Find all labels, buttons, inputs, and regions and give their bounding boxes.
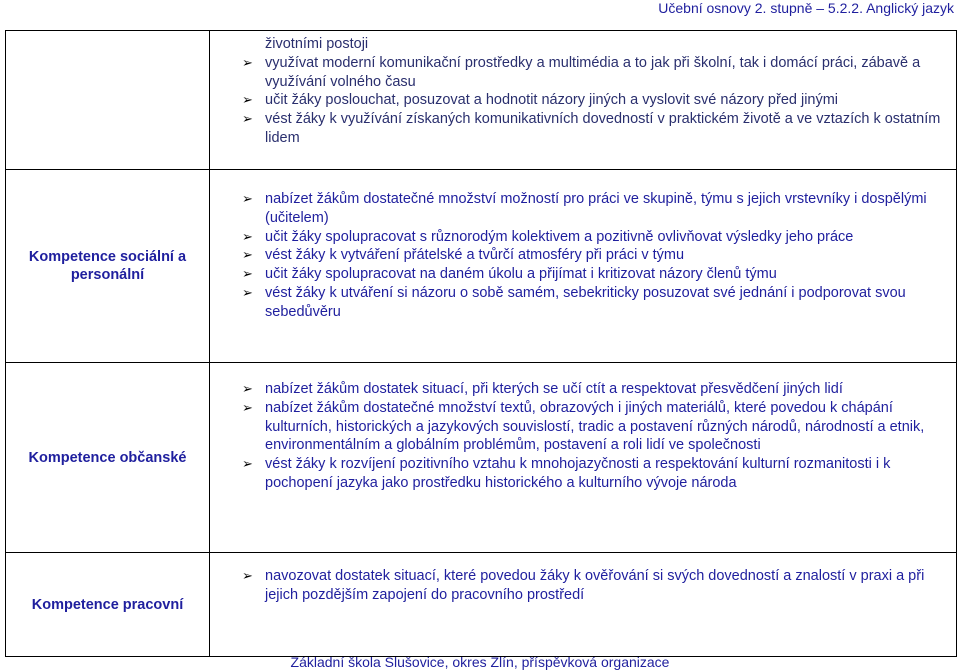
page-header: Učební osnovy 2. stupně – 5.2.2. Anglický jazyk (658, 0, 954, 16)
table-row (6, 363, 957, 553)
list-item: ➢ učit žáky spolupracovat s různorodým kolektivem a pozitivně ovlivňovat výsledky jeho práce (242, 228, 854, 245)
row-content (210, 170, 957, 363)
arrow-bullet-icon: ➢ (242, 284, 253, 300)
list-item: ➢ využívat moderní komunikační prostředky a multimédia a to jak při školní, tak i domácí práci, zábavě a využívání volného času (242, 54, 921, 90)
row-content (210, 31, 957, 170)
arrow-bullet-icon: ➢ (242, 399, 253, 415)
list-item: ➢ vést žáky k využívání získaných komunikativních dovedností v praktickém životě a ve vztazích k ostatním lidem (242, 111, 941, 146)
arrow-bullet-icon: ➢ (242, 54, 253, 70)
bullet-list (210, 380, 956, 493)
page-footer: Základní škola Slušovice, okres Zlín, příspěvková organizace (290, 654, 670, 670)
list-item: ➢ učit žáky poslouchat, posuzovat a hodnotit názory jiných a vyslovit své názory před jinými (242, 92, 839, 109)
list-item: ➢ nabízet žákům dostatečné množství možností pro práci ve skupině, týmu s jejich vrstevníky i dospělými (učitelem) (242, 191, 927, 226)
list-item: ➢ vést žáky k vytváření přátelské a tvůrčí atmosféry při práci v týmu (242, 247, 685, 264)
row-content (210, 363, 957, 553)
arrow-bullet-icon: ➢ (242, 191, 253, 206)
row-content (210, 553, 957, 657)
list-item: ➢ vést žáky k rozvíjení pozitivního vztahu k mnohojazyčnosti a respektování kulturní rozmanitosti i k pochopení jazyka jako prostředku historického a kulturního vývoje národa (242, 456, 891, 491)
list-item: ➢ navozovat dostatek situací, které povedou žáky k ověřování si svých dovedností a znalostí v praxi a při jejich pozdějším zapojení do pracovního prostředí (242, 568, 925, 603)
competence-table (5, 30, 957, 657)
list-item: ➢ nabízet žákům dostatek situací, při kterých se učí ctít a respektovat přesvědčení jiných lidí (242, 381, 843, 397)
list-item: ➢ vést žáky k utváření si názoru o sobě samém, sebekriticky posuzovat své jednání i podporovat svou sebedůvěru (242, 284, 906, 320)
arrow-bullet-icon: ➢ (242, 111, 253, 127)
arrow-bullet-icon: ➢ (242, 266, 253, 282)
list-item: ➢ nabízet žákům dostatečné množství textů, obrazových i jiných materiálů, které povedou k chápání kulturních, historických a jazykových souvislostí, tradic a postavení různých národů, národností a etnik, environmentálním a globálním problémům, postavení a roli lidí ve společnosti (242, 399, 925, 454)
table-row (6, 31, 957, 170)
bullet-list (210, 567, 956, 605)
row-label (6, 31, 210, 170)
arrow-bullet-icon: ➢ (242, 456, 253, 472)
arrow-bullet-icon: ➢ (242, 381, 253, 396)
table-row (6, 170, 957, 363)
table-row (6, 553, 957, 657)
arrow-bullet-icon: ➢ (242, 568, 253, 583)
bullet-list (210, 190, 956, 322)
continued-text: životními postoji (265, 36, 369, 52)
arrow-bullet-icon: ➢ (242, 92, 253, 108)
arrow-bullet-icon: ➢ (242, 228, 253, 244)
bullet-list (210, 54, 956, 148)
row-label: Kompetence občanské (6, 363, 210, 553)
row-label: Kompetence sociální a personální (6, 170, 210, 363)
row-label: Kompetence pracovní (6, 553, 210, 657)
arrow-bullet-icon: ➢ (242, 247, 253, 263)
list-item: ➢ učit žáky spolupracovat na daném úkolu a přijímat i kritizovat názory členů týmu (242, 266, 777, 283)
